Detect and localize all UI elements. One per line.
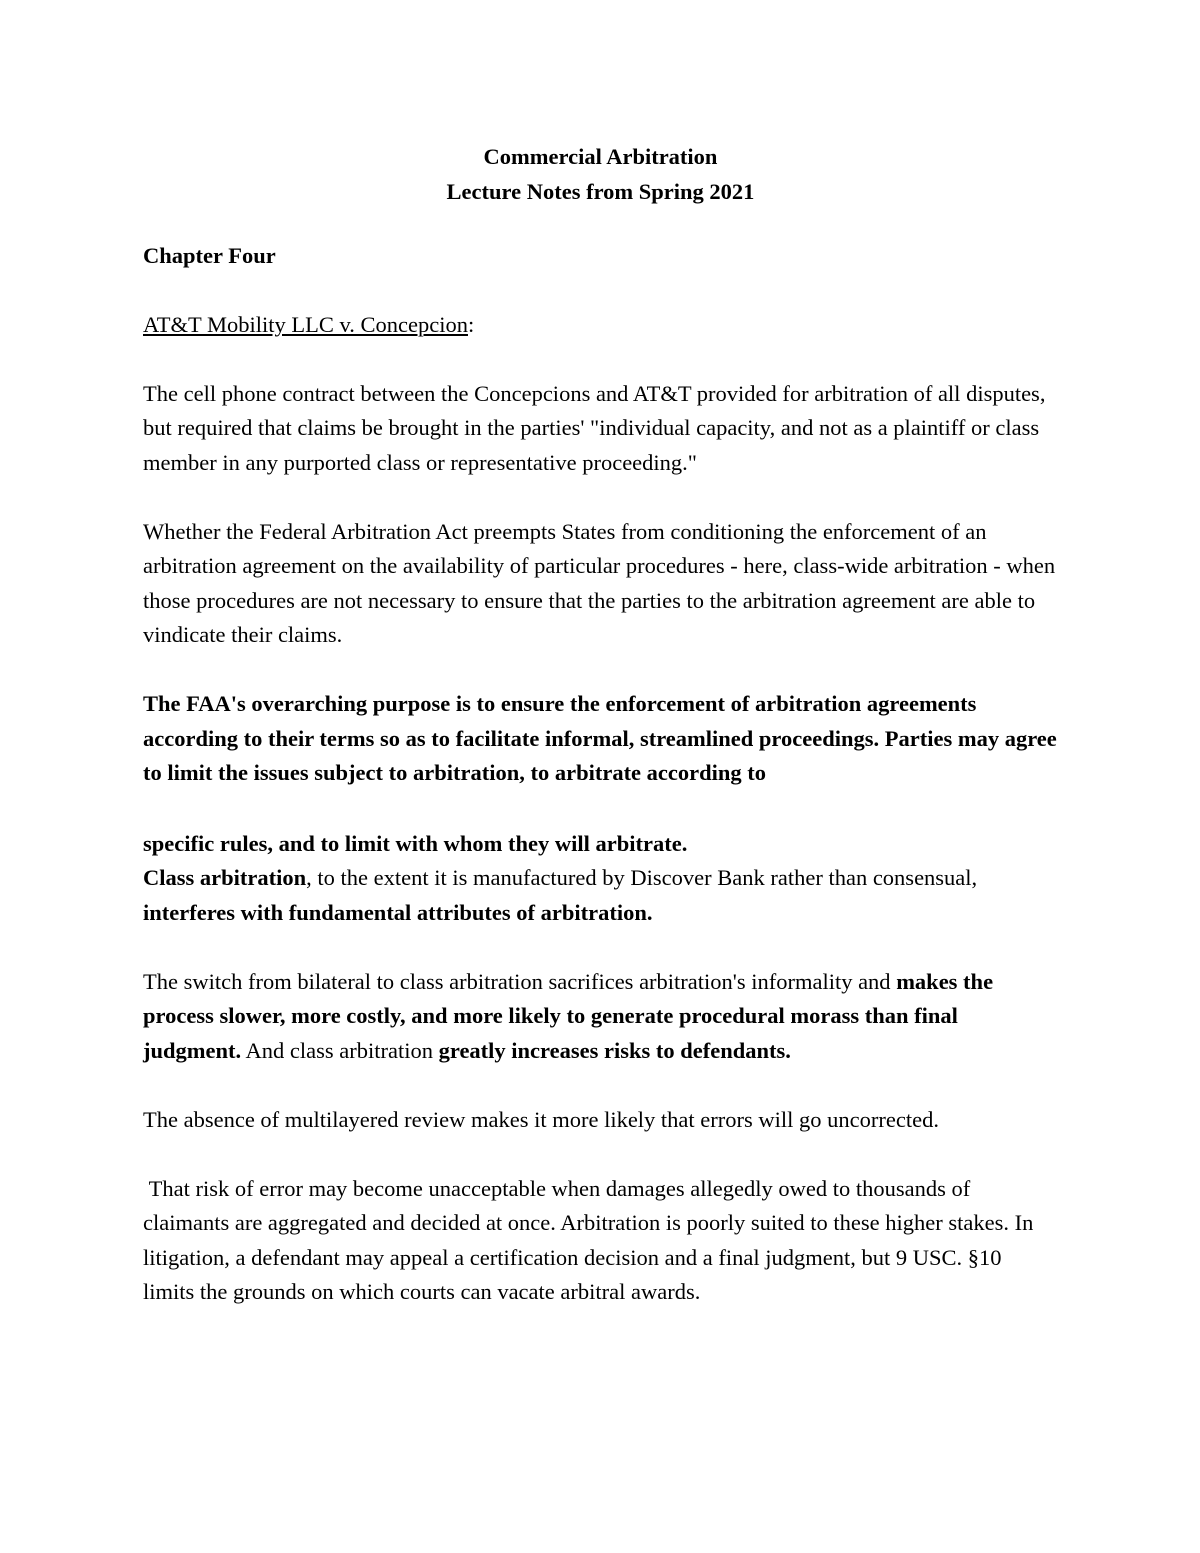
class-arbitration-emphasis: interferes with fundamental attributes of arbitration. [143, 899, 653, 925]
paragraph-issue: Whether the Federal Arbitration Act preempts States from conditioning the enforcement of an arbitration agreement on the availability of particular procedures - here, class-wide arbitration - when those procedures are not necessary to ensure that the parties to the arbitration agreement are able to vindicate their claims. [143, 518, 1056, 647]
chapter-heading: Chapter Four [143, 243, 276, 268]
case-title [143, 308, 1058, 343]
paragraph-facts: The cell phone contract between the Concepcions and AT&T provided for arbitration of all disputes, but required that claims be brought in the parties' "individual capacity, and not as a plaintiff or class member in any purported class or representative proceeding." [143, 380, 1046, 475]
bilateral-text-a: The switch from bilateral to class arbitration sacrifices arbitration's informality and [143, 968, 897, 994]
title-line-2: Lecture Notes from Spring 2021 [446, 178, 755, 204]
holding-continued: specific rules, and to limit with whom they will arbitrate. [143, 830, 688, 856]
class-arbitration-term: Class arbitration [143, 865, 307, 890]
paragraph-holding: The FAA's overarching purpose is to ensure the enforcement of arbitration agreements according to their terms so as to facilitate informal, streamlined proceedings. Parties may agree to limit the issues subject to arbitration, to arbitrate according to [143, 691, 1057, 785]
case-name: AT&T Mobility LLC v. Concepcion [143, 311, 468, 337]
paragraph-review: The absence of multilayered review makes it more likely that errors will go uncorrected. [143, 1106, 939, 1132]
document-page [143, 140, 1058, 1310]
bilateral-text-b: And class arbitration [241, 1037, 439, 1063]
bilateral-emphasis-a: makes the process slower, more costly, and more likely to generate procedural morass than final judgment. [143, 968, 994, 1063]
document-title [143, 140, 1058, 209]
paragraph-risk: That risk of error may become unacceptable when damages allegedly owed to thousands of claimants are aggregated and decided at once. Arbitration is poorly suited to these higher stakes. In litigation, a defendant may appeal a certification decision and a final judgment, but 9 USC. §10 limits the grounds on which courts can vacate arbitral awards. [143, 1175, 1039, 1304]
title-line-1: Commercial Arbitration [483, 144, 718, 169]
case-suffix: : [467, 311, 475, 337]
bilateral-emphasis-b: greatly increases risks to defendants. [438, 1037, 791, 1063]
paragraph-bilateral [143, 965, 1058, 1069]
paragraph-class-arbitration [143, 827, 1058, 931]
class-arbitration-text: , to the extent it is manufactured by Discover Bank rather than consensual, [306, 865, 978, 890]
